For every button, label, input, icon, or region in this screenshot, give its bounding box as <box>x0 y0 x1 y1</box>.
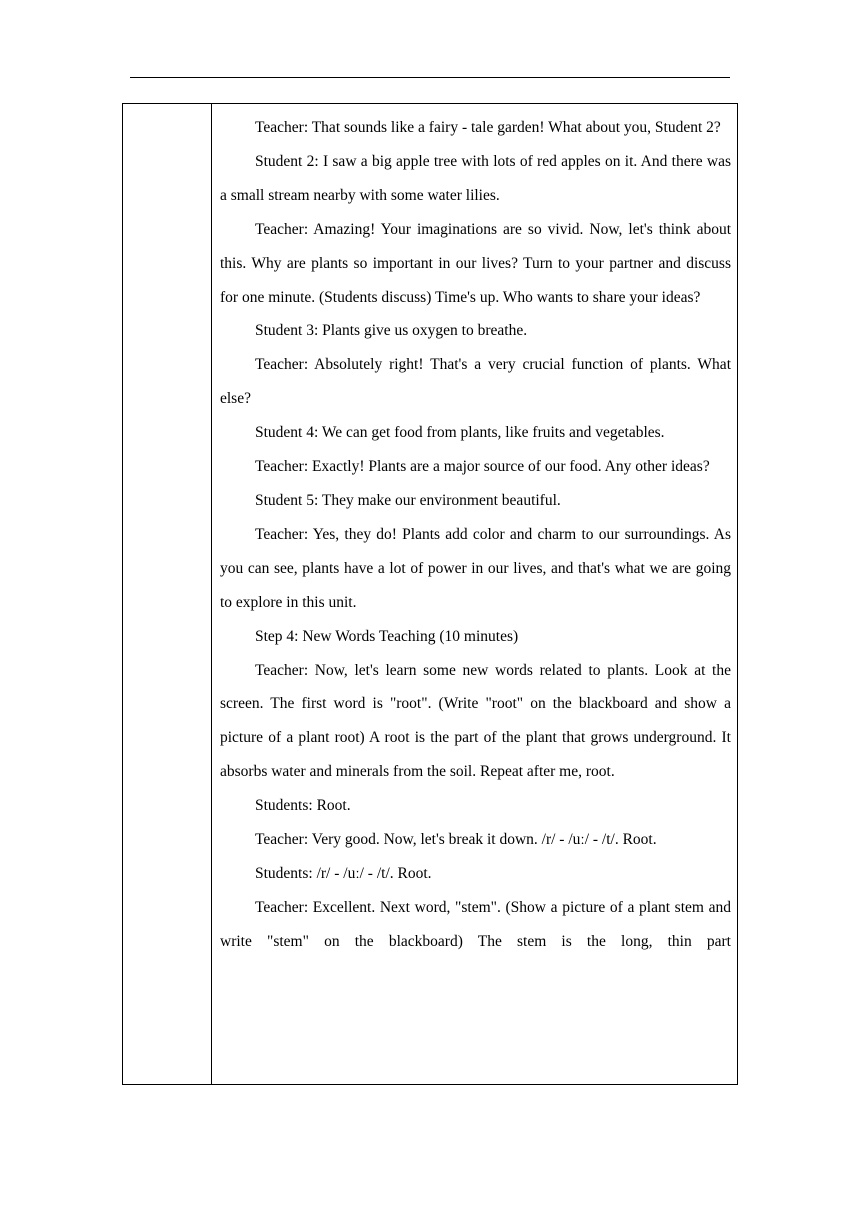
dialogue-paragraph: Teacher: Absolutely right! That's a very crucial function of plants. What else? <box>220 356 731 408</box>
dialogue-paragraph: Teacher: Excellent. Next word, "stem". (Show a picture of a plant stem and write "stem" on the blackboard) The stem is the long, thin part <box>220 898 731 950</box>
lesson-table <box>122 103 738 1085</box>
dialogue-paragraph: Teacher: Yes, they do! Plants add color and charm to our surroundings. As you can see, plants have a lot of power in our lives, and that's what we are going to explore in this unit. <box>220 525 731 611</box>
dialogue-paragraph: Students: Root. <box>255 797 351 815</box>
dialogue-paragraph: Teacher: Very good. Now, let's break it down. /r/ - /uː/ - /t/. Root. <box>255 831 657 849</box>
dialogue-paragraph: Teacher: That sounds like a fairy - tale garden! What about you, Student 2? <box>255 119 721 136</box>
step-heading: Step 4: New Words Teaching (10 minutes) <box>255 627 519 645</box>
dialogue-paragraph: Student 3: Plants give us oxygen to breathe. <box>255 322 528 340</box>
dialogue-paragraph: Student 5: They make our environment beautiful. <box>255 491 561 509</box>
header-rule <box>130 77 730 78</box>
dialogue-paragraph: Student 2: I saw a big apple tree with lots of red apples on it. And there was a small stream nearby with some water lilies. <box>220 152 731 204</box>
dialogue-paragraph: Students: /r/ - /uː/ - /t/. Root. <box>255 864 432 882</box>
table-left-cell <box>123 104 212 1084</box>
dialogue-paragraph: Teacher: Now, let's learn some new words related to plants. Look at the screen. The first word is "root". (Write "root" on the blackboard and show a picture of a plant root) A root is the part of the plant that grows underground. It absorbs water and minerals from the soil. Repeat after me, root. <box>220 661 731 781</box>
table-content-cell <box>212 104 737 1084</box>
dialogue-paragraph: Teacher: Exactly! Plants are a major source of our food. Any other ideas? <box>255 458 710 476</box>
dialogue-paragraph: Student 4: We can get food from plants, like fruits and vegetables. <box>255 424 665 442</box>
dialogue-paragraph: Teacher: Amazing! Your imaginations are so vivid. Now, let's think about this. Why are plants so important in our lives? Turn to your partner and discuss for one minute. (Students discuss) Time's up. Who wants to share your ideas? <box>220 220 731 306</box>
